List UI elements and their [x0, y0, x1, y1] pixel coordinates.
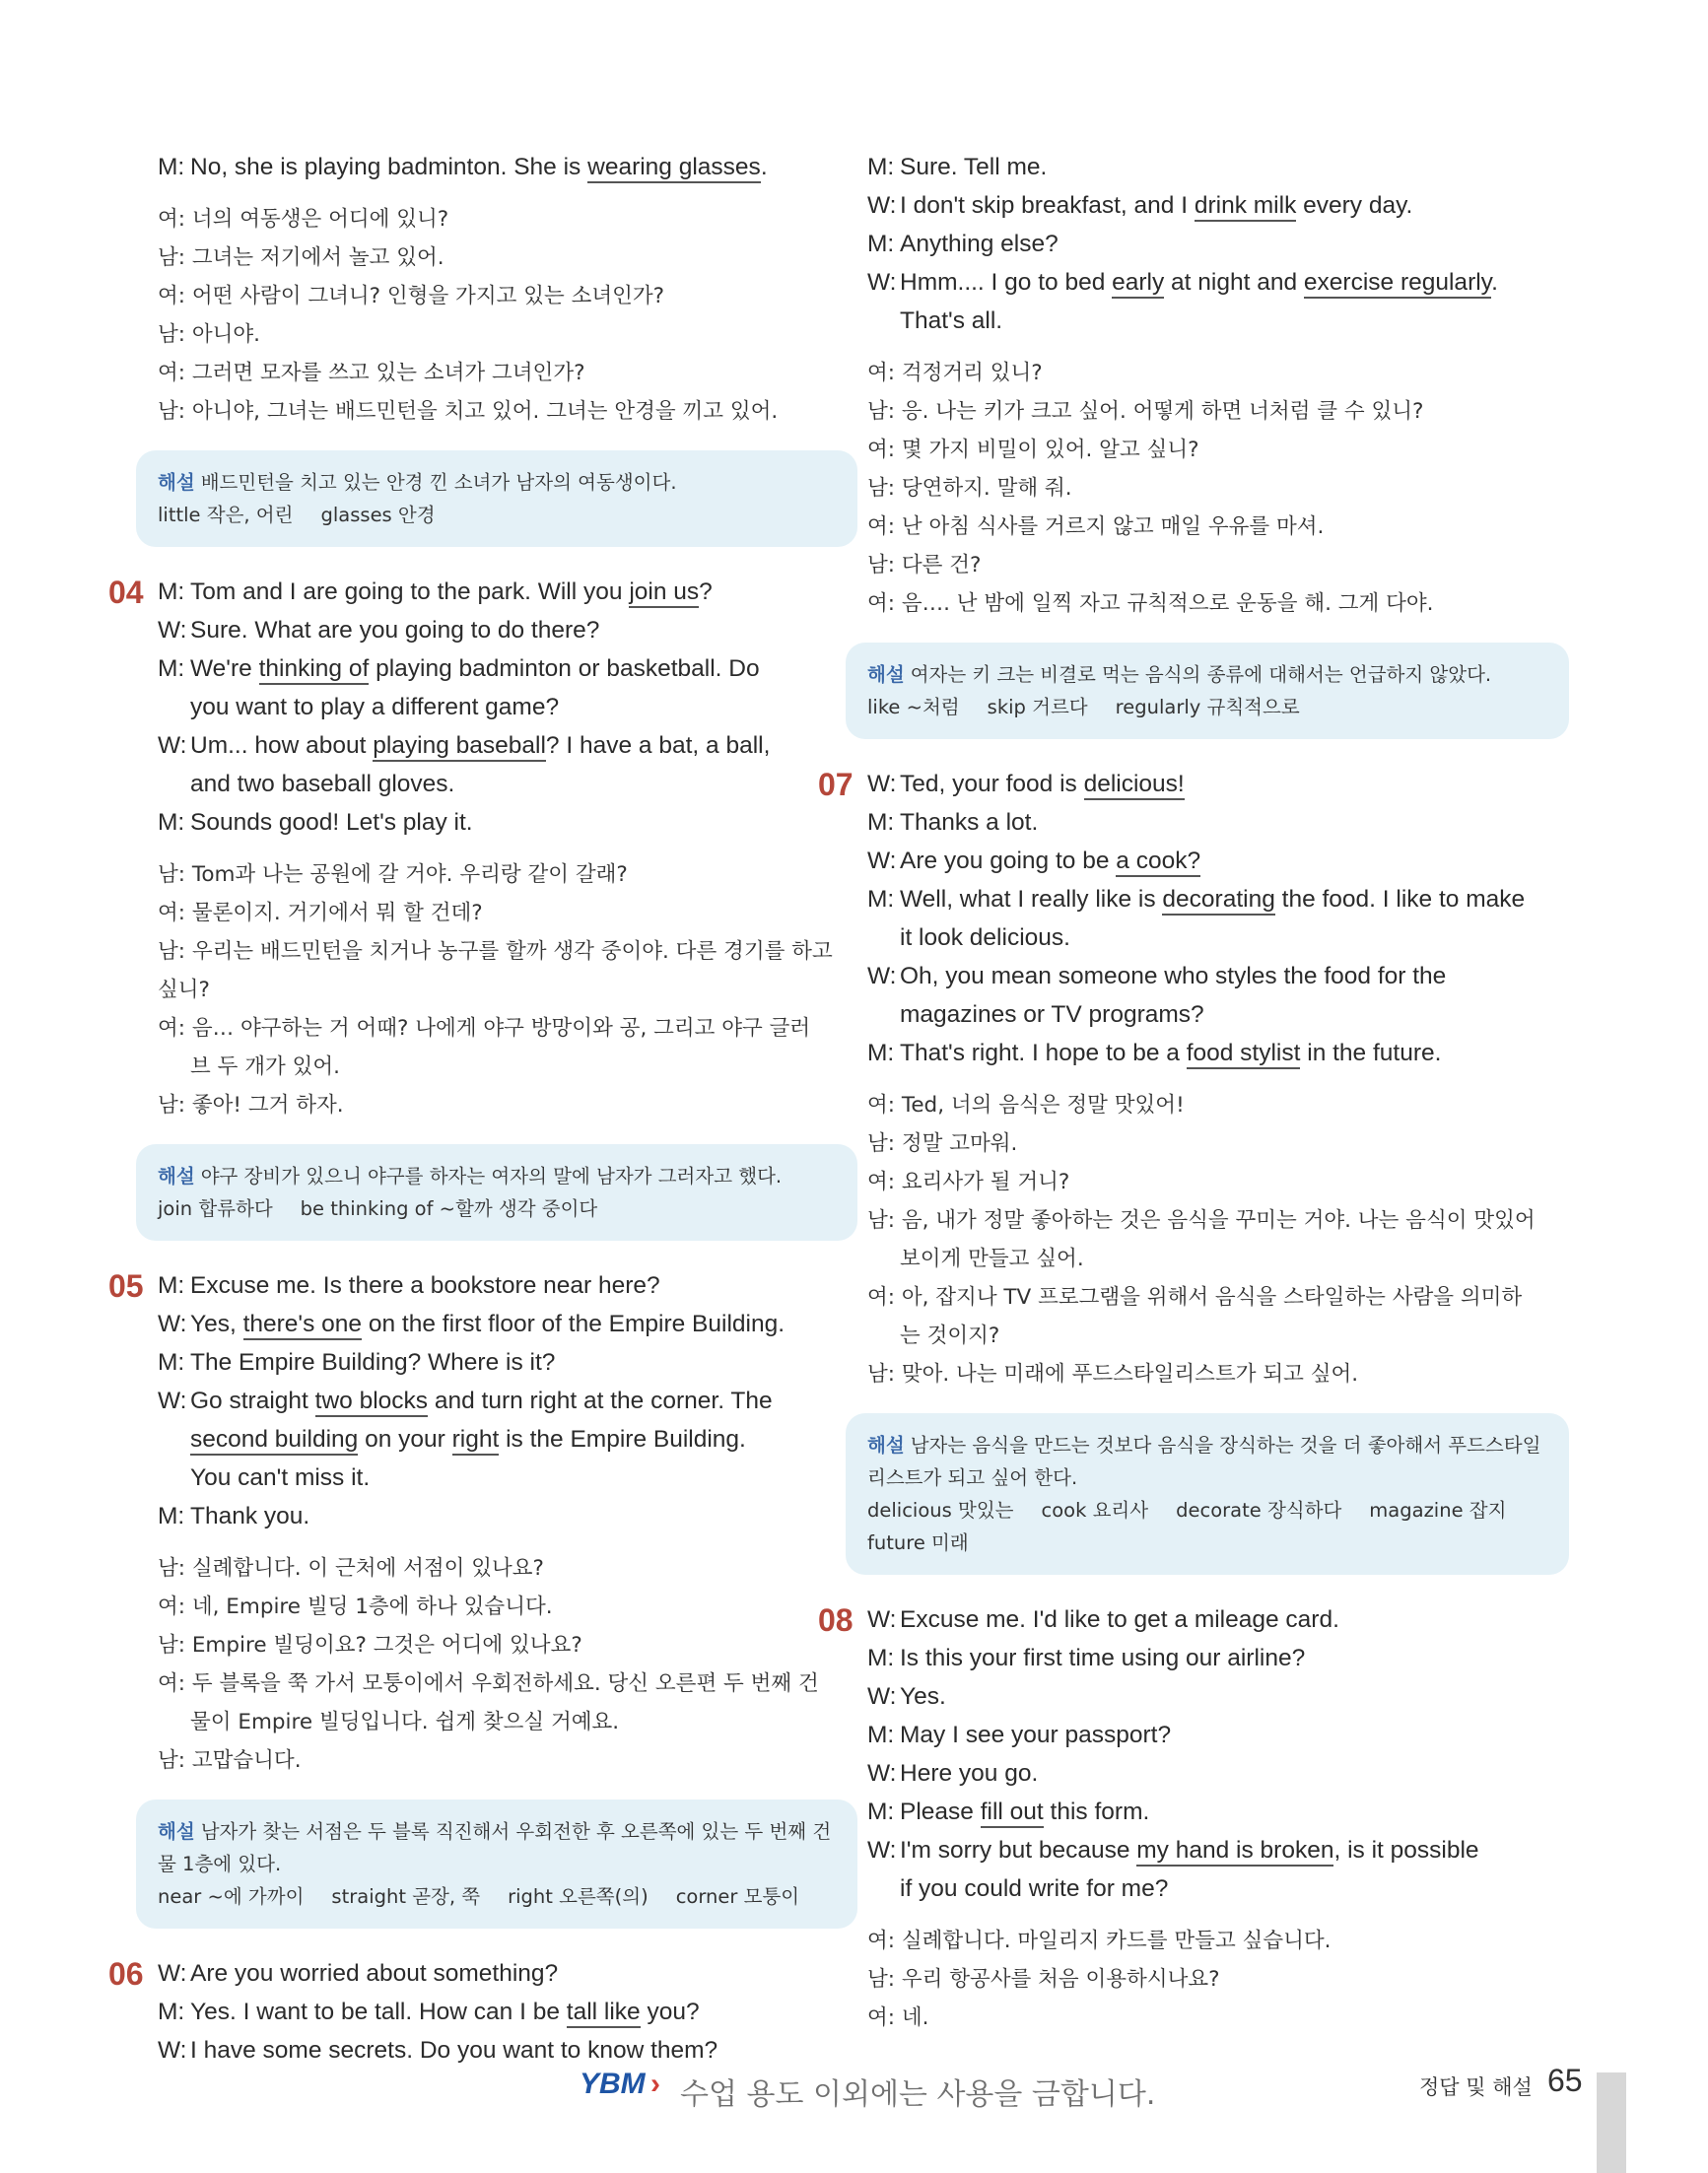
dialogue-text [900, 1793, 1149, 1831]
dialogue-line [158, 2031, 857, 2070]
question-number: 05 [108, 1268, 144, 1304]
dialogue-line [867, 1034, 1569, 1072]
explanation-body: 배드민턴을 치고 있는 안경 낀 소녀가 남자의 여동생이다. [200, 471, 677, 494]
vocabulary-item: glasses 안경 [320, 504, 436, 526]
dialogue-line [158, 1993, 857, 2031]
dialogue-fragment: if you could write for me? [900, 1875, 1169, 1902]
speaker-label: M: [867, 1040, 895, 1066]
section-label: 정답 및 해설 [1419, 2075, 1533, 2099]
translation-line: 여: 어떤 사람이 그녀니? 인형을 가지고 있는 소녀인가? [158, 284, 665, 308]
dialogue-text [190, 649, 760, 688]
translation-line: 남: 실례합니다. 이 근처에 서점이 있나요? [158, 1556, 544, 1581]
dialogue-fragment: Ted, your food is [900, 771, 1084, 797]
speaker-label: M: [867, 809, 895, 836]
translation-line: 여: 몇 가지 비밀이 있어. 알고 싶니? [867, 438, 1199, 462]
dialogue-line [867, 918, 1569, 957]
vocabulary-list [158, 1192, 836, 1225]
dialogue-text [900, 918, 1070, 957]
speaker-label: M: [867, 1645, 895, 1671]
translation-line: 여: 물론이지. 거기에서 뭐 할 건데? [158, 901, 483, 925]
speaker-label: M: [158, 1272, 185, 1299]
dialogue-line [867, 1600, 1569, 1639]
ybm-logo: YBM [580, 2068, 646, 2100]
translation-line: 남: 우리는 배드민턴을 치거나 농구를 할까 생각 중이야. 다른 경기를 하고 싶니? [158, 939, 833, 1002]
translation-line: 남: 맞아. 나는 미래에 푸드스타일리스트가 되고 싶어. [867, 1362, 1359, 1387]
explanation-body: 여자는 키 크는 비결로 먹는 음식의 종류에 대해서는 언급하지 않았다. [910, 663, 1492, 686]
dialogue-line [158, 1497, 857, 1535]
dialogue-fragment: Tom and I are going to the park. Will you [190, 578, 630, 605]
dialogue-text [190, 1420, 746, 1459]
dialogue-fragment: Yes, [190, 1311, 243, 1337]
dialogue-text [190, 148, 768, 186]
translation-line: 여: 그러면 모자를 쓰고 있는 소녀가 그녀인가? [158, 361, 585, 385]
dialogue-fragment: The Empire Building? Where is it? [190, 1349, 556, 1376]
blank-answer: exercise regularly [1304, 269, 1491, 299]
dialogue-line [867, 186, 1569, 225]
korean-translation [158, 1549, 857, 1780]
dialogue-line [158, 803, 857, 842]
explanation-box [136, 1144, 857, 1241]
english-dialogue [158, 1266, 857, 1535]
dialogue-fragment: Yes. I want to be tall. How can I be [190, 1999, 567, 2025]
vocabulary-list [867, 691, 1547, 723]
translation-line: 남: 좋아! 그거 하자. [158, 1093, 344, 1118]
dialogue-text [900, 1034, 1441, 1072]
blank-answer: playing baseball [373, 732, 546, 762]
explanation-box [846, 1413, 1569, 1575]
translation-line: 남: 당연하지. 말해 줘. [867, 476, 1072, 501]
dialogue-line [867, 765, 1569, 803]
translation-line: 여: 요리사가 될 거니? [867, 1170, 1070, 1194]
dialogue-fragment: Here you go. [900, 1760, 1039, 1787]
english-dialogue [158, 148, 857, 186]
korean-translation [867, 354, 1569, 623]
english-dialogue [867, 765, 1569, 1072]
dialogue-text [900, 1716, 1171, 1754]
translation-line: 여: 걱정거리 있니? [867, 361, 1043, 385]
dialogue-fragment: Is this your first time using our airline? [900, 1645, 1306, 1671]
blank-answer: thinking of [259, 655, 370, 685]
dialogue-fragment: it look delicious. [900, 924, 1070, 951]
speaker-label: W: [158, 1388, 187, 1414]
dialogue-fragment: at night and [1164, 269, 1304, 296]
speaker-label: M: [158, 809, 185, 836]
vocabulary-item: join 합류하다 [158, 1197, 273, 1220]
dialogue-line [867, 1831, 1569, 1869]
dialogue-fragment: Are you going to be [900, 848, 1117, 874]
dialogue-text [900, 1831, 1479, 1869]
translation-line: 여: 음…. 난 밤에 일찍 자고 규칙적으로 운동을 해. 그게 다야. [867, 591, 1434, 616]
dialogue-text [900, 1754, 1038, 1793]
translation-line: 여: 두 블록을 쭉 가서 모퉁이에서 우회전하세요. 당신 오른편 두 번째 건 [158, 1671, 819, 1696]
dialogue-text [900, 148, 1047, 186]
blank-answer: there's one [243, 1311, 362, 1340]
dialogue-fragment: Yes. [900, 1683, 946, 1710]
dialogue-line [158, 649, 857, 688]
dialogue-text [190, 573, 713, 611]
dialogue-text [190, 1382, 773, 1420]
dialogue-line [158, 148, 857, 186]
translation-line: 남: 음, 내가 정말 좋아하는 것은 음식을 꾸미는 거야. 나는 음식이 맛있어 [867, 1208, 1536, 1233]
dialogue-fragment: I have some secrets. Do you want to know them? [190, 2037, 718, 2064]
dialogue-text [900, 1600, 1339, 1639]
explanation-tag: 해설 [158, 1820, 195, 1843]
speaker-label: M: [867, 1722, 895, 1748]
speaker-label: M: [867, 154, 895, 180]
dialogue-fragment: Excuse me. I'd like to get a mileage card. [900, 1606, 1339, 1633]
dialogue-line [867, 880, 1569, 918]
dialogue-text [190, 688, 559, 726]
dialogue-fragment: on the first floor of the Empire Building. [362, 1311, 786, 1337]
dialogue-fragment: Oh, you mean someone who styles the food for the [900, 963, 1447, 989]
dialogue-text [190, 726, 770, 765]
dialogue-fragment: ? [699, 578, 713, 605]
dialogue-line [158, 1420, 857, 1459]
dialogue-fragment: Sure. Tell me. [900, 154, 1048, 180]
translation-line: 남: Empire 빌딩이요? 그것은 어디에 있나요? [158, 1633, 582, 1658]
vocabulary-item: future 미래 [867, 1531, 969, 1554]
dialogue-fragment: I don't skip breakfast, and I [900, 192, 1195, 219]
vocabulary-item: little 작은, 어린 [158, 504, 294, 526]
dialogue-text [190, 1954, 558, 1993]
translation-line: 물이 Empire 빌딩입니다. 쉽게 찾으실 거예요. [190, 1710, 620, 1734]
speaker-label: W: [867, 848, 897, 874]
dialogue-line [867, 957, 1569, 995]
explanation-text [158, 466, 836, 499]
translation-line: 브 두 개가 있어. [190, 1054, 340, 1079]
explanation-text [867, 658, 1547, 691]
speaker-label: M: [867, 886, 895, 913]
vocabulary-list [158, 499, 836, 531]
dialogue-line [158, 726, 857, 765]
dialogue-fragment: . [760, 154, 768, 180]
translation-line: 남: 그녀는 저기에서 놀고 있어. [158, 245, 444, 270]
dialogue-fragment: Hmm.... I go to bed [900, 269, 1113, 296]
page-number: 65 [1547, 2063, 1583, 2098]
dialogue-text [900, 995, 1204, 1034]
dialogue-text [900, 302, 1002, 340]
dialogue-text [190, 1497, 309, 1535]
explanation-body: 남자는 음식을 만드는 것보다 음식을 장식하는 것을 더 좋아해서 푸드스타일리스트가 되고 싶어 한다. [867, 1434, 1541, 1489]
dialogue-text [900, 263, 1498, 302]
vocabulary-item: decorate 장식하다 [1176, 1499, 1342, 1522]
dialogue-fragment: and two baseball gloves. [190, 771, 455, 797]
dialogue-fragment: on your [358, 1426, 452, 1453]
question-number: 04 [108, 575, 144, 610]
dialogue-fragment: Anything else? [900, 231, 1059, 257]
dialogue-text [190, 2031, 717, 2070]
dialogue-text [190, 765, 454, 803]
explanation-body: 야구 장비가 있으니 야구를 하자는 여자의 말에 남자가 그러자고 했다. [200, 1165, 783, 1188]
dialogue-fragment: No, she is playing badminton. She is [190, 154, 588, 180]
explanation-tag: 해설 [867, 663, 905, 686]
vocabulary-item: be thinking of ~할까 생각 중이다 [300, 1197, 598, 1220]
speaker-label: M: [158, 1503, 185, 1529]
explanation-box [136, 450, 857, 547]
chevron-right-icon: › [650, 2068, 660, 2100]
dialogue-fragment: ? I have a bat, a ball, [545, 732, 771, 759]
speaker-label: W: [867, 1760, 897, 1787]
dialogue-fragment: this form. [1043, 1799, 1150, 1825]
dialogue-fragment: Um... how about [190, 732, 374, 759]
dialogue-line [867, 225, 1569, 263]
left-column [108, 148, 857, 2095]
blank-answer: a cook? [1116, 848, 1200, 877]
translation-line: 보이게 만들고 싶어. [900, 1247, 1084, 1271]
question-number: 08 [818, 1602, 854, 1638]
dialogue-line [158, 1266, 857, 1305]
korean-translation [158, 855, 857, 1124]
speaker-label: W: [158, 1960, 187, 1987]
speaker-label: M: [867, 231, 895, 257]
dialogue-line [867, 148, 1569, 186]
explanation-text [158, 1815, 836, 1880]
vocabulary-list [867, 1494, 1547, 1559]
speaker-label: M: [158, 154, 185, 180]
dialogue-line [158, 1343, 857, 1382]
translation-line: 남: 다른 건? [867, 553, 982, 577]
blank-answer: wearing glasses [587, 154, 761, 183]
korean-translation [867, 1922, 1569, 2037]
speaker-label: W: [158, 1311, 187, 1337]
blank-answer: two blocks [315, 1388, 428, 1417]
vocabulary-item: cook 요리사 [1041, 1499, 1149, 1522]
blank-answer: food stylist [1187, 1040, 1301, 1069]
dialogue-text [190, 803, 473, 842]
translation-line: 남: 고맙습니다. [158, 1748, 302, 1773]
question-number: 06 [108, 1956, 144, 1992]
explanation-text [158, 1160, 836, 1192]
translation-line: 남: Tom과 나는 공원에 갈 거야. 우리랑 같이 갈래? [158, 862, 628, 887]
dialogue-text [900, 842, 1200, 880]
dialogue-text [900, 1869, 1168, 1908]
dialogue-fragment: That's right. I hope to be a [900, 1040, 1187, 1066]
dialogue-line [158, 1954, 857, 1993]
dialogue-text [190, 1343, 555, 1382]
dialogue-line [158, 1459, 857, 1497]
speaker-label: W: [867, 963, 897, 989]
dialogue-text [900, 803, 1038, 842]
english-dialogue [867, 1600, 1569, 1908]
blank-answer: my hand is broken [1136, 1837, 1333, 1867]
speaker-label: M: [158, 1999, 185, 2025]
dialogue-fragment: and turn right at the corner. The [428, 1388, 773, 1414]
blank-answer: decorating [1162, 886, 1274, 916]
translation-line: 남: 아니야, 그녀는 배드민턴을 치고 있어. 그녀는 안경을 끼고 있어. [158, 399, 779, 424]
vocabulary-item: near ~에 가까이 [158, 1885, 305, 1908]
english-dialogue [158, 573, 857, 842]
translation-line: 여: 아, 잡지나 TV 프로그램을 위해서 음식을 스타일하는 사람을 의미하 [867, 1285, 1523, 1310]
section-intro [158, 148, 857, 547]
blank-answer: fill out [981, 1799, 1044, 1828]
explanation-box [136, 1800, 857, 1929]
dialogue-line [867, 995, 1569, 1034]
vocabulary-item: straight 곧장, 쭉 [331, 1885, 481, 1908]
dialogue-line [867, 263, 1569, 302]
dialogue-fragment: Sounds good! Let's play it. [190, 809, 473, 836]
dialogue-fragment: I'm sorry but because [900, 1837, 1137, 1864]
dialogue-line [158, 1305, 857, 1343]
explanation-tag: 해설 [158, 471, 195, 494]
dialogue-line [867, 1677, 1569, 1716]
section-04 [108, 573, 857, 1241]
dialogue-line [158, 1382, 857, 1420]
dialogue-text [900, 225, 1059, 263]
vocabulary-item: skip 거르다 [987, 696, 1088, 718]
speaker-label: W: [158, 2037, 187, 2064]
blank-answer: right [452, 1426, 500, 1456]
dialogue-line [867, 842, 1569, 880]
translation-line: 여: 실례합니다. 마일리지 카드를 만들고 싶습니다. [867, 1929, 1332, 1953]
dialogue-text [190, 1459, 370, 1497]
dialogue-fragment: Thanks a lot. [900, 809, 1039, 836]
english-dialogue [158, 1954, 857, 2070]
speaker-label: W: [867, 269, 897, 296]
english-dialogue [867, 148, 1569, 340]
dialogue-line [158, 573, 857, 611]
vocabulary-item: magazine 잡지 [1369, 1499, 1507, 1522]
translation-line: 여: 음… 야구하는 거 어때? 나에게 야구 방망이와 공, 그리고 야구 글러 [158, 1016, 811, 1041]
dialogue-fragment: You can't miss it. [190, 1464, 371, 1491]
dialogue-fragment: Thank you. [190, 1503, 310, 1529]
section-05 [108, 1266, 857, 1929]
translation-line: 여: 네. [867, 2005, 929, 2030]
dialogue-fragment: in the future. [1300, 1040, 1442, 1066]
section-08 [818, 1600, 1569, 2063]
speaker-label: W: [867, 192, 897, 219]
dialogue-line [867, 1754, 1569, 1793]
blank-answer: tall like [567, 1999, 641, 2028]
translation-line: 남: 정말 고마워. [867, 1131, 1018, 1156]
explanation-box [846, 643, 1569, 739]
dialogue-text [900, 1677, 946, 1716]
dialogue-line [867, 1639, 1569, 1677]
dialogue-fragment: May I see your passport? [900, 1722, 1172, 1748]
dialogue-text [190, 611, 599, 649]
dialogue-fragment: Sure. What are you going to do there? [190, 617, 600, 644]
translation-line: 여: Ted, 너의 음식은 정말 맛있어! [867, 1093, 1185, 1118]
vocabulary-item: like ~처럼 [867, 696, 960, 718]
dialogue-fragment: you? [640, 1999, 700, 2025]
dialogue-fragment: That's all. [900, 307, 1003, 334]
dialogue-text [900, 880, 1525, 918]
dialogue-fragment: Well, what I really like is [900, 886, 1163, 913]
blank-answer: join us [629, 578, 699, 608]
dialogue-line [158, 688, 857, 726]
vocabulary-item: delicious 맛있는 [867, 1499, 1014, 1522]
speaker-label: W: [867, 771, 897, 797]
dialogue-text [900, 1639, 1305, 1677]
dialogue-text [190, 1266, 660, 1305]
translation-line: 여: 난 아침 식사를 거르지 않고 매일 우유를 마셔. [867, 514, 1325, 539]
section-gap [867, 2037, 1569, 2063]
dialogue-fragment: , is it possible [1333, 1837, 1479, 1864]
dialogue-fragment: you want to play a different game? [190, 694, 560, 720]
vocabulary-item: right 오른쪽(의) [508, 1885, 649, 1908]
explanation-body: 남자가 찾는 서점은 두 블록 직진해서 우회전한 후 오른쪽에 있는 두 번째 건물 1층에 있다. [158, 1820, 832, 1875]
section-07 [818, 765, 1569, 1575]
dialogue-text [900, 765, 1185, 803]
dialogue-text [190, 1305, 785, 1343]
dialogue-fragment: Please [900, 1799, 981, 1825]
dialogue-line [158, 611, 857, 649]
dialogue-fragment: is the Empire Building. [499, 1426, 746, 1453]
translation-line: 여: 너의 여동생은 어디에 있니? [158, 207, 449, 232]
dialogue-fragment: playing badminton or basketball. Do [369, 655, 760, 682]
dialogue-line [867, 1869, 1569, 1908]
dialogue-fragment: every day. [1296, 192, 1413, 219]
speaker-label: W: [867, 1837, 897, 1864]
dialogue-fragment: the food. I like to make [1274, 886, 1526, 913]
blank-answer: early [1112, 269, 1164, 299]
blank-answer: drink milk [1195, 192, 1296, 222]
dialogue-line [867, 1793, 1569, 1831]
explanation-tag: 해설 [158, 1165, 195, 1188]
dialogue-fragment: . [1491, 269, 1498, 296]
question-number: 07 [818, 767, 854, 802]
korean-translation [867, 1086, 1569, 1393]
speaker-label: W: [158, 617, 187, 644]
translation-line: 남: 우리 항공사를 처음 이용하시나요? [867, 1967, 1220, 1992]
dialogue-fragment: Are you worried about something? [190, 1960, 559, 1987]
dialogue-line [867, 803, 1569, 842]
dialogue-line [158, 765, 857, 803]
explanation-tag: 해설 [867, 1434, 905, 1457]
dialogue-text [190, 1993, 700, 2031]
dialogue-text [900, 957, 1446, 995]
speaker-label: M: [867, 1799, 895, 1825]
translation-line: 는 것이지? [900, 1324, 1000, 1348]
translation-line: 여: 네, Empire 빌딩 1층에 하나 있습니다. [158, 1595, 553, 1619]
dialogue-line [867, 1716, 1569, 1754]
speaker-label: M: [158, 655, 185, 682]
dialogue-fragment: We're [190, 655, 259, 682]
blank-answer: second building [190, 1426, 358, 1456]
vocabulary-item: corner 모퉁이 [675, 1885, 800, 1908]
speaker-label: W: [867, 1606, 897, 1633]
dialogue-line [867, 302, 1569, 340]
speaker-label: W: [158, 732, 187, 759]
vocabulary-list [158, 1880, 836, 1913]
page-edge-tab [1597, 2072, 1626, 2173]
speaker-label: W: [867, 1683, 897, 1710]
speaker-label: M: [158, 578, 185, 605]
dialogue-fragment: Excuse me. Is there a bookstore near here? [190, 1272, 660, 1299]
vocabulary-item: regularly 규칙적으로 [1115, 696, 1300, 718]
translation-line: 남: 응. 나는 키가 크고 싶어. 어떻게 하면 너처럼 클 수 있니? [867, 399, 1424, 424]
dialogue-text [900, 186, 1412, 225]
speaker-label: M: [158, 1349, 185, 1376]
usage-notice: 수업 용도 이외에는 사용을 금합니다. [680, 2077, 1156, 2112]
section-06-continued [867, 148, 1569, 739]
blank-answer: delicious! [1084, 771, 1185, 800]
dialogue-fragment: Go straight [190, 1388, 315, 1414]
korean-translation [158, 200, 857, 431]
right-column [818, 148, 1569, 2063]
dialogue-fragment: magazines or TV programs? [900, 1001, 1204, 1028]
translation-line: 남: 아니야. [158, 322, 260, 347]
explanation-text [867, 1429, 1547, 1494]
